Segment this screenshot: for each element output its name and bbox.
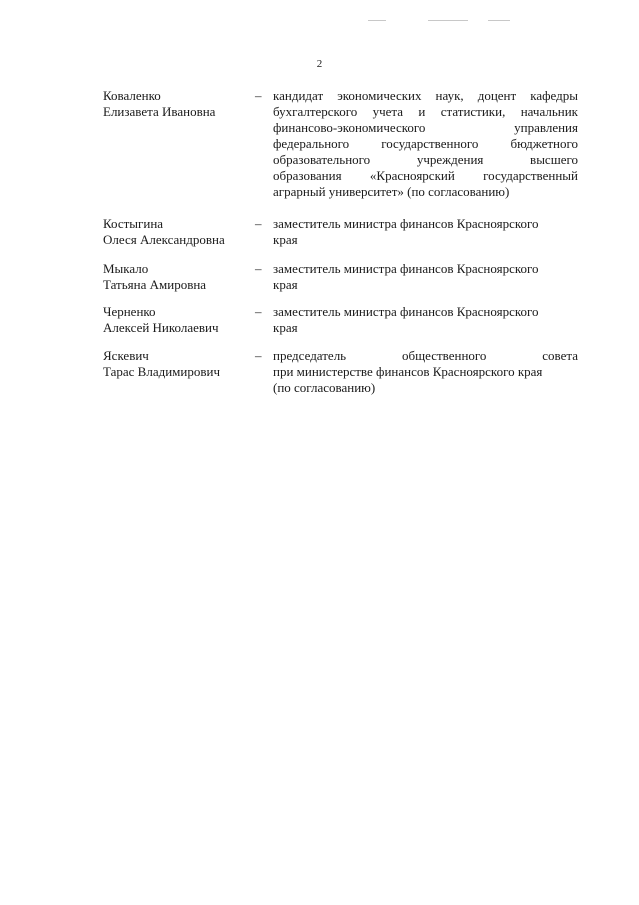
- member-surname: Черненко: [103, 304, 156, 319]
- description-line: заместитель министра финансов Красноярского: [273, 261, 539, 276]
- dash-separator: –: [255, 88, 262, 103]
- description-line: края: [273, 232, 298, 247]
- member-name: [103, 88, 253, 120]
- description-line: заместитель министра финансов Красноярского: [273, 304, 539, 319]
- scan-artifact: [368, 20, 386, 21]
- member-description: [273, 348, 578, 396]
- dash-separator: –: [255, 216, 262, 231]
- member-name: [103, 304, 253, 336]
- member-given-names: Татьяна Амировна: [103, 277, 207, 292]
- description-line: образования «Красноярский государственный: [273, 168, 578, 183]
- member-name: [103, 261, 253, 293]
- member-given-names: Елизавета Ивановна: [103, 104, 216, 119]
- description-line: кандидат экономических наук, доцент кафедры: [273, 88, 578, 103]
- description-line: аграрный университет» (по согласованию): [273, 184, 510, 199]
- description-line: заместитель министра финансов Красноярского: [273, 216, 539, 231]
- member-surname: Коваленко: [103, 88, 161, 103]
- member-given-names: Тарас Владимирович: [103, 364, 220, 379]
- description-line: края: [273, 277, 298, 292]
- description-line: края: [273, 320, 298, 335]
- dash-separator: –: [255, 348, 262, 363]
- scan-artifact: [428, 20, 468, 21]
- description-line: образовательного учреждения высшего: [273, 152, 578, 167]
- member-description: [273, 304, 578, 336]
- member-name: [103, 348, 253, 380]
- description-line: федерального государственного бюджетного: [273, 136, 578, 151]
- dash-separator: –: [255, 304, 262, 319]
- member-given-names: Алексей Николаевич: [103, 320, 219, 335]
- member-description: [273, 261, 578, 293]
- description-line: при министерстве финансов Красноярского края: [273, 364, 543, 379]
- description-line: бухгалтерского учета и статистики, начальник: [273, 104, 578, 119]
- page-number: 2: [316, 58, 323, 70]
- description-line: финансово-экономического управления: [273, 120, 578, 135]
- member-description: [273, 216, 578, 248]
- scan-artifact: [488, 20, 510, 21]
- member-name: [103, 216, 253, 248]
- description-line: (по согласованию): [273, 380, 376, 395]
- member-description: [273, 88, 578, 200]
- dash-separator: –: [255, 261, 262, 276]
- member-surname: Яскевич: [103, 348, 149, 363]
- member-given-names: Олеся Александровна: [103, 232, 225, 247]
- member-surname: Костыгина: [103, 216, 164, 231]
- member-surname: Мыкало: [103, 261, 149, 276]
- description-line: председатель общественного совета: [273, 348, 578, 363]
